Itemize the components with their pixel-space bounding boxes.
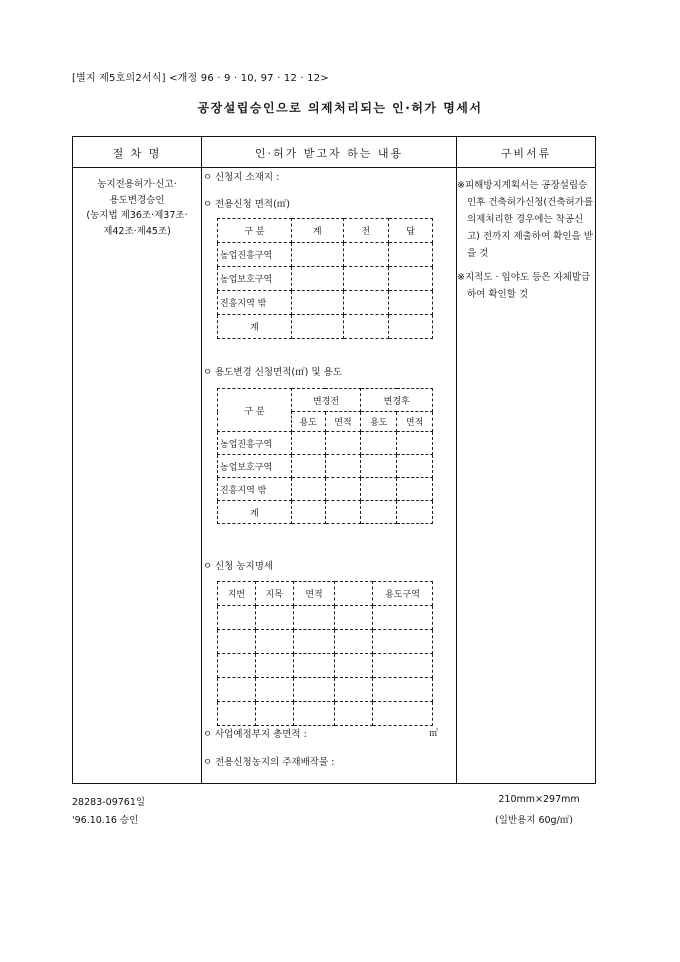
use-change-cell: [397, 478, 433, 501]
farmland-label: 신청 농지명세: [215, 561, 274, 572]
farmland-cell: [335, 606, 373, 630]
use-change-header-category: 구 분: [218, 389, 292, 432]
documents-column-header: 구비서류: [500, 147, 552, 160]
farmland-header-zone: 용도구역: [373, 582, 433, 606]
farmland-cell: [293, 678, 335, 702]
total-area-item: [203, 726, 307, 740]
use-change-cell: [361, 432, 397, 455]
bullet-icon: ㅇ: [203, 757, 213, 768]
bullet-icon: ㅇ: [203, 367, 213, 378]
header-divider: [73, 167, 595, 168]
area-cell: [291, 291, 343, 315]
use-change-cell: [361, 478, 397, 501]
farmland-cell: [373, 654, 433, 678]
area-cell: [389, 315, 433, 339]
area-cell: [343, 291, 389, 315]
document-note: ※지적도 · 임야도 등은 자체발급하여 확인할 것: [457, 272, 591, 300]
use-change-cell: [291, 501, 325, 524]
procedure-column-header: 절 차 명: [112, 147, 162, 160]
area-table: [217, 218, 433, 339]
use-change-subheader: 면적: [397, 412, 433, 432]
use-change-cell: [325, 501, 361, 524]
column-divider: [201, 137, 202, 783]
area-header-total: 계: [291, 219, 343, 243]
use-change-label: 용도변경 신청면적(㎡) 및 용도: [215, 367, 342, 378]
use-change-subheader: 면적: [325, 412, 361, 432]
area-cell: [389, 291, 433, 315]
required-documents: [457, 177, 595, 310]
use-change-header-before: 변경전: [291, 389, 361, 412]
procedure-line: (농지법 제36조·제37조·: [86, 210, 188, 221]
total-area-label: 사업예정부지 총면적 :: [215, 729, 307, 740]
use-change-cell: [397, 432, 433, 455]
area-row-label: 농업진흥구역: [218, 243, 292, 267]
use-change-cell: [325, 432, 361, 455]
area-row-label: 계: [218, 315, 292, 339]
farmland-cell: [255, 702, 293, 726]
area-cell: [291, 243, 343, 267]
use-change-item: [203, 364, 342, 378]
use-change-header-after: 변경후: [361, 389, 433, 412]
use-change-cell: [397, 501, 433, 524]
footer-form-code: 28283-09761일: [72, 797, 146, 808]
document-title: 공장설립승인으로 의제처리되는 인·허가 명세서: [197, 101, 483, 115]
area-cell: [343, 315, 389, 339]
farmland-header-blank: [335, 582, 373, 606]
area-cell: [389, 267, 433, 291]
farmland-cell: [218, 654, 256, 678]
farmland-cell: [293, 654, 335, 678]
form-number: [별지 제5호의2서식] <개정 96 · 9 · 10, 97 · 12 · 12>: [72, 73, 329, 84]
area-cell: [343, 267, 389, 291]
area-cell: [343, 243, 389, 267]
use-change-row-label: 진흥지역 밖: [218, 478, 292, 501]
area-header-paddy: 답: [389, 219, 433, 243]
farmland-cell: [335, 678, 373, 702]
procedure-line: 농지전용허가·신고·: [97, 179, 177, 190]
footer-paper-weight: (일반용지 60g/㎡): [495, 815, 573, 826]
use-change-cell: [325, 455, 361, 478]
farmland-cell: [373, 678, 433, 702]
use-change-cell: [291, 432, 325, 455]
crops-item: [203, 754, 334, 768]
farmland-cell: [293, 702, 335, 726]
area-cell: [291, 267, 343, 291]
footer-approval-date: '96.10.16 승인: [72, 815, 139, 826]
use-change-cell: [291, 478, 325, 501]
farmland-cell: [255, 654, 293, 678]
footer-paper-size: 210mm×297mm: [498, 794, 580, 805]
farmland-cell: [255, 606, 293, 630]
area-row-label: 진흥지역 밖: [218, 291, 292, 315]
bullet-icon: ㅇ: [203, 199, 213, 210]
farmland-cell: [218, 630, 256, 654]
farmland-cell: [293, 606, 335, 630]
farmland-cell: [218, 702, 256, 726]
content-column-header: 인·허가 받고자 하는 내용: [254, 147, 404, 160]
farmland-cell: [373, 606, 433, 630]
use-change-subheader: 용도: [291, 412, 325, 432]
farmland-cell: [218, 606, 256, 630]
total-area-unit: ㎡: [429, 729, 439, 739]
area-row-label: 농업보호구역: [218, 267, 292, 291]
main-form-table: [72, 136, 596, 784]
use-change-cell: [361, 501, 397, 524]
area-cell: [291, 315, 343, 339]
bullet-icon: ㅇ: [203, 561, 213, 572]
area-label: 전용신청 면적(㎡): [215, 199, 290, 210]
farmland-cell: [335, 630, 373, 654]
area-item: [203, 196, 290, 210]
bullet-icon: ㅇ: [203, 729, 213, 740]
crops-label: 전용신청농지의 주재배작물 :: [215, 757, 335, 768]
use-change-cell: [325, 478, 361, 501]
farmland-cell: [255, 630, 293, 654]
farmland-item: [203, 558, 273, 572]
farmland-cell: [373, 702, 433, 726]
area-cell: [389, 243, 433, 267]
procedure-name: [73, 177, 201, 239]
farmland-cell: [373, 630, 433, 654]
procedure-line: 용도변경승인: [109, 194, 165, 206]
use-change-cell: [291, 455, 325, 478]
location-item: [203, 169, 279, 183]
area-header-category: 구 분: [218, 219, 292, 243]
farmland-header-lot: 지번: [218, 582, 256, 606]
location-label: 신청지 소재지 :: [215, 172, 280, 183]
farmland-cell: [335, 702, 373, 726]
use-change-cell: [361, 455, 397, 478]
use-change-row-label: 농업보호구역: [218, 455, 292, 478]
use-change-table: [217, 388, 433, 524]
use-change-row-label: 농업진흥구역: [218, 432, 292, 455]
farmland-header-land-category: 지목: [255, 582, 293, 606]
use-change-row-label: 계: [218, 501, 292, 524]
farmland-cell: [255, 678, 293, 702]
document-note: ※피해방지계획서는 공장설립승인후 건축허가신청(건축허가를 의제처리한 경우에는 착공신고) 전까지 제출하여 확인을 받을 것: [457, 180, 594, 259]
bullet-icon: ㅇ: [203, 172, 213, 183]
farmland-cell: [335, 654, 373, 678]
use-change-cell: [397, 455, 433, 478]
area-header-field: 전: [343, 219, 389, 243]
farmland-cell: [218, 678, 256, 702]
procedure-line: 제42조·제45조): [103, 225, 171, 237]
farmland-header-area: 면적: [293, 582, 335, 606]
farmland-cell: [293, 630, 335, 654]
use-change-subheader: 용도: [361, 412, 397, 432]
farmland-table: [217, 581, 433, 726]
